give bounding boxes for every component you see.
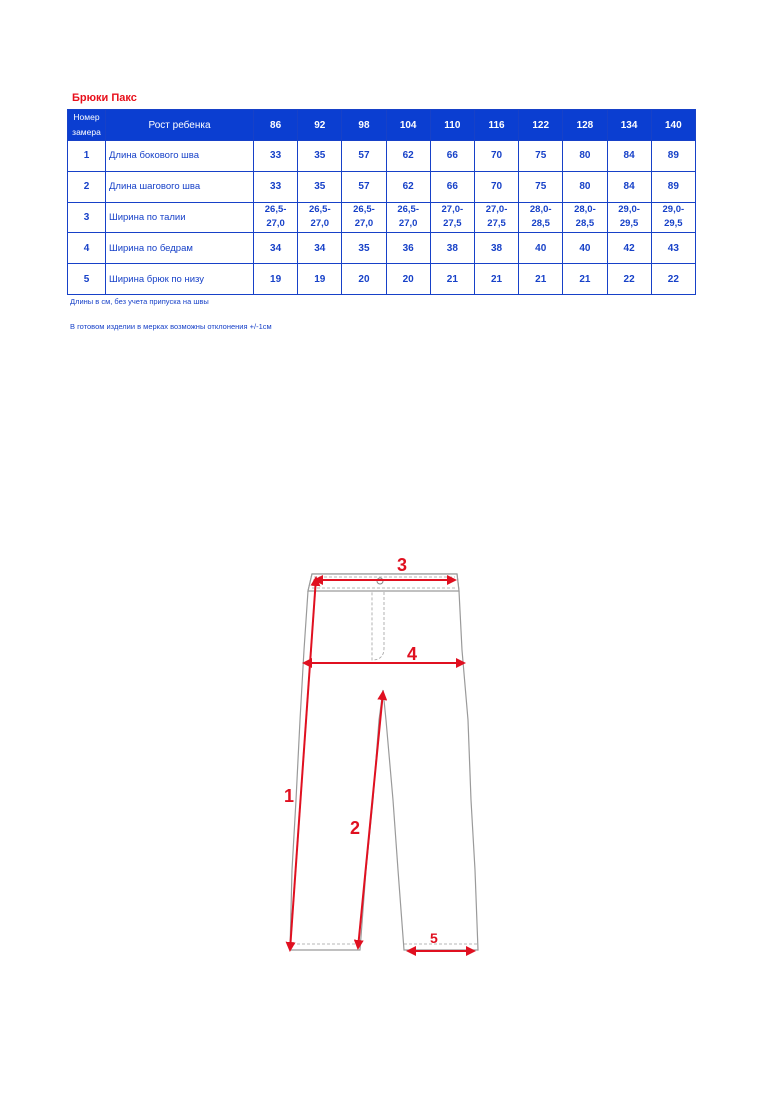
table-cell: 43 xyxy=(651,233,695,264)
table-cell: 20 xyxy=(386,264,430,295)
row-number: 4 xyxy=(68,233,106,264)
row-label: Ширина по бедрам xyxy=(106,233,254,264)
header-size: 104 xyxy=(386,110,430,141)
range-start: 28,0- xyxy=(574,204,596,216)
range-end: 28,5 xyxy=(531,218,550,230)
table-cell: 38 xyxy=(430,233,474,264)
range-end: 29,5 xyxy=(619,218,639,230)
range-end: 29,5 xyxy=(664,218,683,230)
table-cell: 21 xyxy=(519,264,563,295)
table-cell: 22 xyxy=(651,264,695,295)
row-label: Ширина по талии xyxy=(106,202,254,233)
table-cell: 34 xyxy=(298,233,342,264)
row-number: 1 xyxy=(68,141,106,172)
measure-label-5: 5 xyxy=(430,930,438,946)
range-start: 27,0- xyxy=(485,204,508,216)
header-child-height: Рост ребенка xyxy=(106,110,254,141)
table-cell: 70 xyxy=(474,171,518,202)
measure-label-4: 4 xyxy=(407,644,418,664)
table-cell: 89 xyxy=(651,171,695,202)
header-measure-number: Номер замера xyxy=(68,110,106,141)
table-cell: 84 xyxy=(607,171,651,202)
range-start: 26,5- xyxy=(264,204,287,216)
header-size: 110 xyxy=(430,110,474,141)
table-cell: 40 xyxy=(519,233,563,264)
product-title: Брюки Пакс xyxy=(72,92,137,104)
measure-label-2: 2 xyxy=(350,818,361,838)
range-end: 27,5 xyxy=(487,218,506,230)
table-cell: 21 xyxy=(474,264,518,295)
header-size: 128 xyxy=(563,110,607,141)
table-cell: 62 xyxy=(386,141,430,172)
row-label: Длина шагового шва xyxy=(106,171,254,202)
table-cell: 80 xyxy=(563,171,607,202)
table-cell: 42 xyxy=(607,233,651,264)
table-cell: 62 xyxy=(386,171,430,202)
table-cell: 75 xyxy=(519,141,563,172)
table-cell: 22 xyxy=(607,264,651,295)
table-cell: 20 xyxy=(342,264,386,295)
range-start: 29,0- xyxy=(618,204,640,216)
note-tolerance: В готовом изделии в мерках возможны отклонения +/-1см xyxy=(70,322,272,331)
note-lengths: Длины в см, без учета припуска на швы xyxy=(70,297,209,306)
table-cell: 38 xyxy=(474,233,518,264)
table-cell: 89 xyxy=(651,141,695,172)
table-cell: 33 xyxy=(254,141,298,172)
table-cell: 66 xyxy=(430,141,474,172)
range-start: 26,5- xyxy=(353,204,375,216)
header-size: 92 xyxy=(298,110,342,141)
table-cell: 19 xyxy=(254,264,298,295)
table-cell: 21 xyxy=(430,264,474,295)
header-size: 140 xyxy=(651,110,695,141)
range-start: 26,5- xyxy=(308,204,331,216)
range-start: 26,5- xyxy=(397,204,419,216)
table-cell: 70 xyxy=(474,141,518,172)
table-cell: 34 xyxy=(254,233,298,264)
table-cell: 21 xyxy=(563,264,607,295)
range-start: 27,0- xyxy=(441,204,464,216)
range-end: 27,0 xyxy=(398,218,418,230)
row-number: 5 xyxy=(68,264,106,295)
row-number: 2 xyxy=(68,171,106,202)
header-size: 134 xyxy=(607,110,651,141)
measure-label-1: 1 xyxy=(284,786,295,806)
table-cell: 84 xyxy=(607,141,651,172)
range-end: 27,0 xyxy=(266,218,285,230)
table-cell: 57 xyxy=(342,141,386,172)
header-size: 86 xyxy=(254,110,298,141)
table-cell: 57 xyxy=(342,171,386,202)
header-size: 122 xyxy=(519,110,563,141)
row-label: Длина бокового шва xyxy=(106,141,254,172)
header-size: 98 xyxy=(342,110,386,141)
pants-outline xyxy=(290,574,478,950)
range-end: 27,0 xyxy=(310,218,330,230)
header-size: 116 xyxy=(474,110,518,141)
pants-body xyxy=(290,574,478,950)
table-cell: 75 xyxy=(519,171,563,202)
row-number: 3 xyxy=(68,202,106,233)
table-cell: 36 xyxy=(386,233,430,264)
table-cell: 19 xyxy=(298,264,342,295)
table-cell: 35 xyxy=(298,141,342,172)
range-start: 29,0- xyxy=(662,204,685,216)
table-cell: 33 xyxy=(254,171,298,202)
table-cell: 35 xyxy=(298,171,342,202)
table-cell: 80 xyxy=(563,141,607,172)
table-cell: 40 xyxy=(563,233,607,264)
range-start: 28,0- xyxy=(529,204,552,216)
range-end: 28,5 xyxy=(575,218,595,230)
table-cell: 35 xyxy=(342,233,386,264)
measure-label-3: 3 xyxy=(397,555,408,575)
range-end: 27,5 xyxy=(443,218,462,230)
range-end: 27,0 xyxy=(354,218,374,230)
waistband xyxy=(308,574,459,591)
table-cell: 66 xyxy=(430,171,474,202)
row-label: Ширина брюк по низу xyxy=(106,264,254,295)
